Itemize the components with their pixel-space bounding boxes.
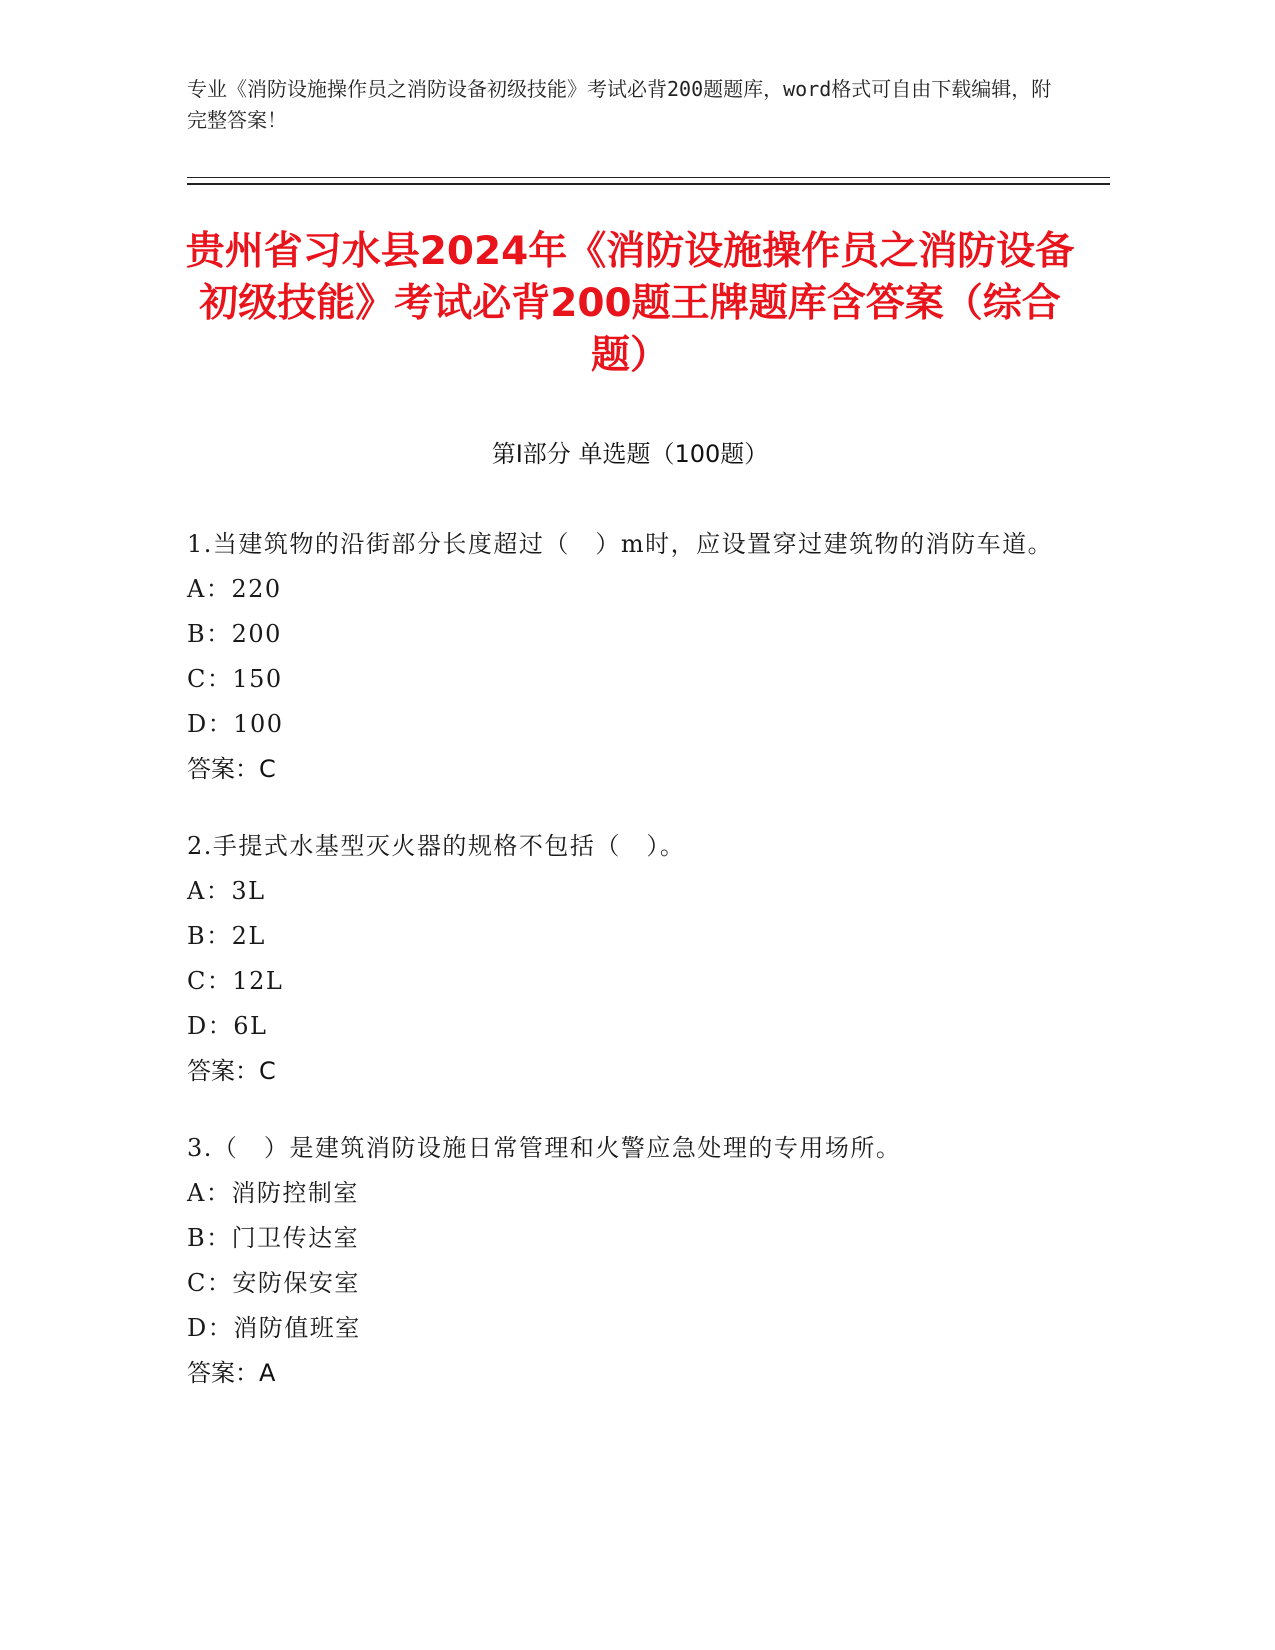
answer: 答案：C <box>187 1057 276 1085</box>
question-list <box>187 522 1087 1428</box>
answer: 答案：C <box>187 755 276 783</box>
header-rule-thin <box>187 177 1110 178</box>
option-d: D：6L <box>187 1012 268 1040</box>
question-3 <box>187 1126 1087 1396</box>
document-title: 贵州省习水县2024年《消防设施操作员之消防设备初级技能》考试必背200题王牌题库含答案（综合题） <box>185 229 1075 378</box>
option-b: B：2L <box>187 922 266 950</box>
question-1 <box>187 522 1087 792</box>
option-d: D：消防值班室 <box>187 1314 361 1342</box>
answer: 答案：A <box>187 1359 276 1387</box>
header-rule-thick <box>187 183 1110 185</box>
option-a: A：220 <box>187 575 282 603</box>
question-2 <box>187 824 1087 1094</box>
header-note: 专业《消防设施操作员之消防设备初级技能》考试必背200题题库，word格式可自由下载编辑，附完整答案！ <box>187 77 1052 132</box>
question-stem: 3.（ ）是建筑消防设施日常管理和火警应急处理的专用场所。 <box>187 1134 902 1162</box>
section-heading: 第Ⅰ部分 单选题（100题） <box>491 440 769 468</box>
option-c: C：12L <box>187 967 284 995</box>
option-c: C：150 <box>187 665 283 693</box>
option-a: A：消防控制室 <box>187 1179 359 1207</box>
option-b: B：门卫传达室 <box>187 1224 360 1252</box>
question-stem: 2.手提式水基型灭火器的规格不包括（ ）。 <box>187 832 686 860</box>
option-d: D：100 <box>187 710 284 738</box>
question-stem: 1.当建筑物的沿街部分长度超过（ ）m时，应设置穿过建筑物的消防车道。 <box>187 530 1054 558</box>
option-c: C：安防保安室 <box>187 1269 360 1297</box>
option-b: B：200 <box>187 620 282 648</box>
option-a: A：3L <box>187 877 266 905</box>
